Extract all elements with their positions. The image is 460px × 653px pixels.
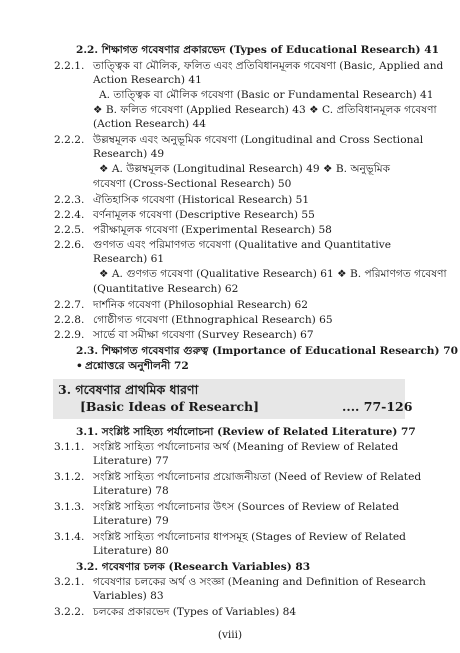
chapter-page-range: .... 77-126 (342, 399, 413, 414)
item-text: ❖ B. ফলিত গবেষণা (Applied Research) 43 ❖ C. প্রতিবিধানমূলক গবেষণা (93, 104, 437, 116)
item-text: Action Research) 41 (93, 74, 202, 86)
item-text: Variables) 83 (93, 590, 164, 602)
exercise-label: প্রশ্নোত্তরে অনুশীলনী 72 (85, 360, 189, 372)
item-number: 2.2.4. (54, 209, 85, 221)
item-text: গবেষণা (Cross-Sectional Research) 50 (93, 178, 292, 190)
item-text: Literature) 79 (93, 515, 169, 527)
item-text: তাত্ত্বিক বা মৌলিক, ফলিত এবং প্রতিবিধানমূলক গবেষণা (Basic, Applied and (93, 60, 444, 72)
item-text: উল্লম্বমূলক এবং অনুভূমিক গবেষণা (Longitudinal and Cross Sectional (93, 134, 424, 146)
item-text: ঐতিহাসিক গবেষণা (Historical Research) 51 (93, 194, 310, 206)
item-text: সংশ্লিষ্ট সাহিত্য পর্যালোচনার অর্থ (Meaning of Review of Related (93, 441, 399, 453)
item-text: Literature) 80 (93, 545, 169, 557)
exercise-line (76, 359, 189, 373)
item-text: Literature) 77 (93, 455, 169, 467)
item-text: Research) 49 (93, 148, 165, 160)
bullet-icon: • (76, 360, 83, 372)
item-text: সার্ভে বা সমীক্ষা গবেষণা (Survey Research) 67 (93, 329, 314, 341)
page-number: (viii) (217, 629, 243, 641)
item-text: (Action Research) 44 (93, 118, 206, 130)
item-number: 2.2.3. (54, 194, 85, 206)
item-text: চলকের প্রকারভেদ (Types of Variables) 84 (93, 606, 297, 618)
section-heading-3-1: 3.1. সংশ্লিষ্ট সাহিত্য পর্যালোচনা (Review of Related Literature) 77 (76, 426, 416, 438)
item-number: 2.2.2. (54, 134, 85, 146)
item-text: A. তাত্ত্বিক বা মৌলিক গবেষণা (Basic or Fundamental Research) 41 (99, 89, 434, 101)
item-text: Research) 61 (93, 253, 165, 265)
item-text: দার্শনিক গবেষণা (Philosophial Research) 62 (93, 299, 309, 311)
item-number: 2.2.9. (54, 329, 85, 341)
item-number: 2.2.8. (54, 314, 85, 326)
item-text: সংশ্লিষ্ট সাহিত্য পর্যালোচনার উৎস (Sources of Review of Related (93, 501, 400, 513)
item-text: পরীক্ষামূলক গবেষণা (Experimental Research) 58 (93, 224, 332, 236)
item-number: 2.2.1. (54, 60, 85, 72)
item-text: ❖ A. উল্লম্বমূলক (Longitudinal Research) 49 ❖ B. অনুভূমিক (99, 163, 391, 175)
item-text: গবেষণার চলকের অর্থ ও সংজ্ঞা (Meaning and Definition of Research (93, 576, 426, 588)
chapter-subtitle: [Basic Ideas of Research] (80, 399, 260, 414)
item-number: 2.2.5. (54, 224, 85, 236)
item-text: Literature) 78 (93, 485, 169, 497)
chapter-title: 3. গবেষণার প্রাথমিক ধারণা (58, 382, 199, 397)
item-text: সংশ্লিষ্ট সাহিত্য পর্যালোচনার ধাপসমূহ (Stages of Review of Related (93, 531, 406, 543)
section-heading-2-3: 2.3. শিক্ষাগত গবেষণার গুরুত্ব (Importance of Educational Research) 70 (76, 345, 458, 357)
item-text: বর্ণনামূলক গবেষণা (Descriptive Research) 55 (93, 209, 315, 221)
item-text: গুণগত এবং পরিমাণগত গবেষণা (Qualitative and Quantitative (93, 239, 392, 251)
item-number: 3.1.4. (54, 531, 85, 543)
item-text: গোষ্ঠীগত গবেষণা (Ethnographical Research) 65 (93, 314, 333, 326)
item-number: 2.2.6. (54, 239, 85, 251)
item-number: 3.1.3. (54, 501, 85, 513)
item-number: 3.1.1. (54, 441, 85, 453)
item-text: ❖ A. গুণগত গবেষণা (Qualitative Research) 61 ❖ B. পরিমাণগত গবেষণা (99, 268, 447, 280)
item-text: সংশ্লিষ্ট সাহিত্য পর্যালোচনার প্রয়োজনীয়তা (Need of Review of Related (93, 471, 422, 483)
section-heading-3-2: 3.2. গবেষণার চলক (Research Variables) 83 (76, 561, 311, 573)
section-heading-2-2: 2.2. শিক্ষাগত গবেষণার প্রকারভেদ (Types of Educational Research) 41 (76, 44, 439, 56)
item-number: 2.2.7. (54, 299, 85, 311)
item-number: 3.2.1. (54, 576, 85, 588)
item-number: 3.1.2. (54, 471, 85, 483)
item-text: (Quantitative Research) 62 (93, 283, 239, 295)
item-number: 3.2.2. (54, 606, 85, 618)
